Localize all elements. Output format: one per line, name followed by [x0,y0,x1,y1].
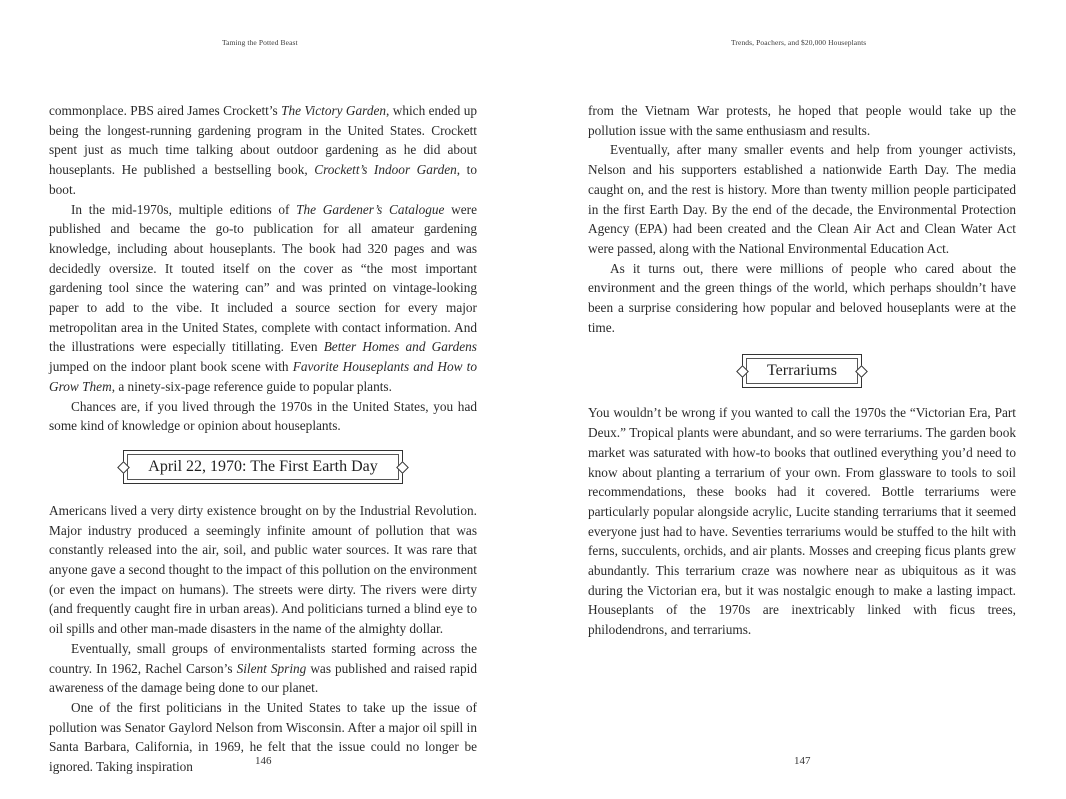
paragraph: In the mid-1970s, multiple editions of The Gardener’s Catalogue were published and became the go-to publication for all amateur gardening knowledge, including about houseplants. The book had 320 pages and was decidedly oversize. It touted itself on the cover as “the most important gardening tool since the watering can” and was printed on vintage-looking paper to add to the vibe. It included a source section for every major metropolitan area in the United States, complete with contact information. And the illustrations were especially titillating. Even Better Homes and Gardens jumped on the indoor plant book scene with Favorite Houseplants and How to Grow Them, a ninety-six-page reference guide to popular plants. [49,201,477,394]
paragraph: One of the first politicians in the United States to take up the issue of pollution was Senator Gaylord Nelson from Wisconsin. After a major oil spill in Santa Barbara, California, in 1969, he felt that the issue could no longer be ignored. Taking inspiration [49,699,477,775]
paragraph: Americans lived a very dirty existence brought on by the Industrial Revolution. Major industry produced a seemingly infinite amount of pollution that was constantly released into the air, soil, and public water sources. It was rare that anyone gave a second thought to the impact of this pollution on the environment (or even the impact on humans). The streets were dirty. The rivers were dirty (and frequently caught fire in urban areas). And politicians turned a blind eye to oil spills and other man-made disasters in the name of the almighty dollar. [49,502,477,637]
page-number-right: 147 [794,755,811,767]
right-page [533,0,1066,799]
heading-text: April 22, 1970: The First Earth Day [127,454,398,480]
running-head-right: Trends, Poachers, and $20,000 Houseplants [731,38,867,47]
paragraph: Chances are, if you lived through the 1970s in the United States, you had some kind of knowledge or opinion about houseplants. [49,398,477,434]
running-head-left: Taming the Potted Beast [222,38,298,47]
paragraph: You wouldn’t be wrong if you wanted to call the 1970s the “Victorian Era, Part Deux.” Tropical plants were abundant, and so were terrariums. The garden book market was saturated with how-to books that outlined everything you’d need to know about planting a terrarium of your own. From glassware to tools to soil recommendations, these books had it covered. Bottle terrariums were particularly popular alongside acrylic, Lucite standing terrariums that it seemed everyone just had to have. Seventies terrariums would be stuffed to the hilt with ferns, succulents, orchids, and air plants. Mosses and creeping ficus plants grew abundantly. This terrarium craze was nowhere near as ubiquitous as it was during the Victorian era, but it was nostalgic enough to make a lasting impact. Houseplants of the 1970s are inextricably linked with ficus trees, philodendrons, and terrariums. [588,405,1016,638]
page-number-left: 146 [255,755,272,767]
section-heading-terrariums [588,354,1016,388]
paragraph: As it turns out, there were millions of people who cared about the environment and the green things of the world, which perhaps shouldn’t have been a surprise considering how popular and beloved houseplants were at the time. [588,260,1016,335]
heading-frame [123,450,402,484]
paragraph: Eventually, small groups of environmentalists started forming across the country. In 1962, Rachel Carson’s Silent Spring was published and raised rapid awareness of the damage being done to our planet. [49,640,477,696]
paragraph: commonplace. PBS aired James Crockett’s The Victory Garden, which ended up being the longest-running gardening program in the United States. Crockett spent just as much time talking about outdoor gardening as he did about houseplants. He published a bestselling book, Crockett’s Indoor Garden, to boot. [49,103,477,197]
heading-frame [742,354,862,388]
heading-text: Terrariums [746,358,858,384]
left-page-body [49,101,477,777]
paragraph: Eventually, after many smaller events and help from younger activists, Nelson and his supporters established a nationwide Earth Day. The media caught on, and the rest is history. More than twenty million people participated in the first Earth Day. By the end of the decade, the Environmental Protection Agency (EPA) had been created and the Clean Air Act and Clean Water Act were passed, along with the National Environmental Education Act. [588,142,1016,256]
section-heading-earth-day [49,450,477,484]
paragraph: from the Vietnam War protests, he hoped that people would take up the pollution issue with the same enthusiasm and results. [588,103,1016,138]
right-page-body [588,101,1016,640]
